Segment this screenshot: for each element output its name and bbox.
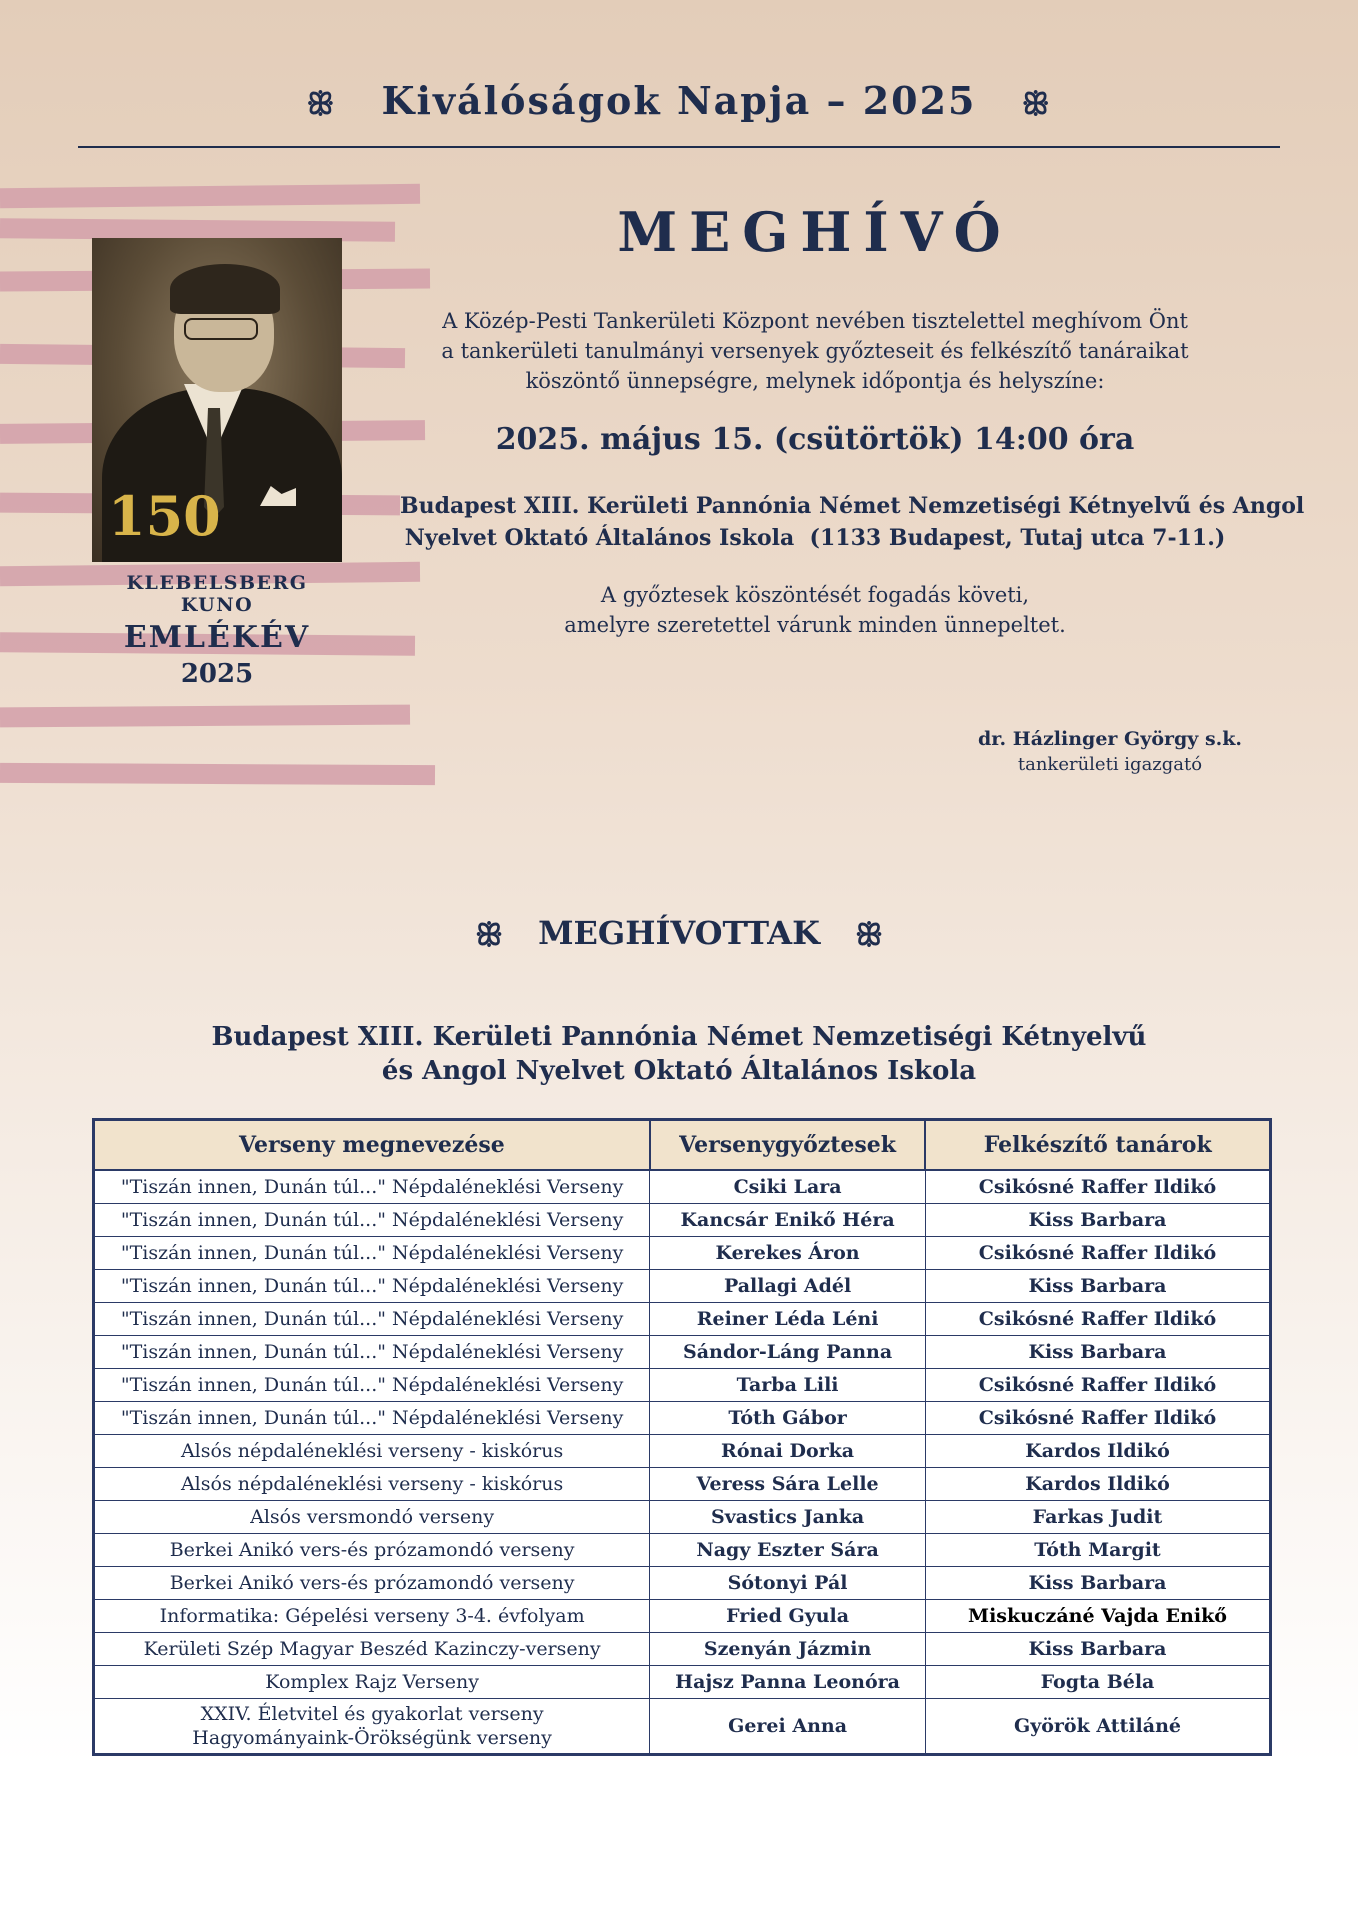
- winner-cell: Csiki Lara: [650, 1170, 926, 1204]
- winner-cell: Sándor-Láng Panna: [650, 1336, 926, 1369]
- header-competition: Verseny megnevezése: [94, 1120, 650, 1171]
- header-teachers: Felkészítő tanárok: [925, 1120, 1270, 1171]
- table-row: [94, 1336, 1271, 1369]
- teacher-cell: Csikósné Raffer Ildikó: [925, 1170, 1270, 1204]
- competition-cell: Kerületi Szép Magyar Beszéd Kazinczy-verseny: [94, 1633, 650, 1666]
- competition-cell: XXIV. Életvitel és gyakorlat verseny Hagyományaink-Örökségünk verseny: [94, 1699, 650, 1755]
- flourish-right-icon: ꕥ: [1021, 87, 1052, 122]
- signature-block: [960, 728, 1260, 775]
- competition-cell: "Tiszán innen, Dunán túl..." Népdaléneklési Verseny: [94, 1204, 650, 1237]
- competition-cell: "Tiszán innen, Dunán túl..." Népdaléneklési Verseny: [94, 1170, 650, 1204]
- table-row: [94, 1204, 1271, 1237]
- winner-cell: Nagy Eszter Sára: [650, 1534, 926, 1567]
- reception-note: [400, 580, 1230, 640]
- competition-cell: Alsós versmondó verseny: [94, 1501, 650, 1534]
- signer-name: dr. Házlinger György s.k.: [977, 728, 1243, 750]
- table-row: [94, 1534, 1271, 1567]
- reception-line: A győztesek köszöntését fogadás követi,: [600, 583, 1030, 607]
- teacher-cell: Csikósné Raffer Ildikó: [925, 1402, 1270, 1435]
- invitation-intro: [400, 306, 1230, 396]
- school-name: [0, 1020, 1358, 1088]
- competition-cell: Alsós népdaléneklési verseny - kiskórus: [94, 1435, 650, 1468]
- teacher-cell: Farkas Judit: [925, 1501, 1270, 1534]
- winner-cell: Hajsz Panna Leonóra: [650, 1666, 926, 1699]
- teacher-cell: Kiss Barbara: [925, 1633, 1270, 1666]
- venue-line: Nyelvet Oktató Általános Iskola (1133 Budapest, Tutaj utca 7-11.): [404, 525, 1226, 551]
- school-line: és Angol Nyelvet Oktató Általános Iskola: [381, 1056, 977, 1086]
- table-row: [94, 1699, 1271, 1755]
- competition-cell: "Tiszán innen, Dunán túl..." Népdaléneklési Verseny: [94, 1369, 650, 1402]
- winner-cell: Pallagi Adél: [650, 1270, 926, 1303]
- reception-line: amelyre szeretettel várunk minden ünnepeltet.: [564, 613, 1066, 637]
- teacher-cell: Miskuczáné Vajda Enikő: [925, 1600, 1270, 1633]
- table-row: [94, 1600, 1271, 1633]
- anniversary-number: 150: [108, 484, 221, 548]
- competition-cell: Alsós népdaléneklési verseny - kiskórus: [94, 1468, 650, 1501]
- teacher-cell: Fogta Béla: [925, 1666, 1270, 1699]
- competition-cell: "Tiszán innen, Dunán túl..." Népdaléneklési Verseny: [94, 1402, 650, 1435]
- teacher-cell: Tóth Margit: [925, 1534, 1270, 1567]
- winner-cell: Rónai Dorka: [650, 1435, 926, 1468]
- event-title: [0, 78, 1358, 123]
- teacher-cell: Kiss Barbara: [925, 1204, 1270, 1237]
- table-row: [94, 1567, 1271, 1600]
- table-row: [94, 1666, 1271, 1699]
- memorial-label: EMLÉKÉV: [123, 620, 311, 655]
- flourish-left-icon: ꕥ: [475, 918, 503, 953]
- winner-cell: Tóth Gábor: [650, 1402, 926, 1435]
- table-row: [94, 1468, 1271, 1501]
- intro-line: köszöntő ünnepségre, melynek időpontja és helyszíne:: [525, 369, 1105, 393]
- teacher-cell: Kiss Barbara: [925, 1336, 1270, 1369]
- intro-line: A Közép-Pesti Tankerületi Központ nevében tisztelettel meghívom Önt: [442, 309, 1188, 333]
- teacher-cell: Kardos Ildikó: [925, 1468, 1270, 1501]
- winner-cell: Reiner Léda Léni: [650, 1303, 926, 1336]
- winners-table: [92, 1118, 1272, 1756]
- competition-cell: Informatika: Gépelési verseny 3-4. évfolyam: [94, 1600, 650, 1633]
- table-row: [94, 1501, 1271, 1534]
- signer-title: tankerületi igazgató: [1017, 754, 1203, 775]
- event-venue: [400, 490, 1305, 554]
- header-divider: [78, 146, 1280, 148]
- memorial-year-label: [92, 572, 342, 689]
- event-title-text: Kiválóságok Napja – 2025: [381, 78, 977, 123]
- table-row: [94, 1402, 1271, 1435]
- portrait-image: [92, 238, 342, 562]
- table-row: [94, 1303, 1271, 1336]
- school-line: Budapest XIII. Kerületi Pannónia Német Nemzetiségi Kétnyelvű: [211, 1022, 1147, 1052]
- intro-line: a tankerületi tanulmányi versenyek győzteseit és felkészítő tanáraikat: [441, 339, 1189, 363]
- flourish-left-icon: ꕥ: [306, 87, 337, 122]
- table-row: [94, 1270, 1271, 1303]
- winner-cell: Veress Sára Lelle: [650, 1468, 926, 1501]
- competition-cell: "Tiszán innen, Dunán túl..." Népdaléneklési Verseny: [94, 1270, 650, 1303]
- memorial-name: KLEBELSBERG KUNO: [126, 572, 308, 616]
- competition-cell: "Tiszán innen, Dunán túl..." Népdaléneklési Verseny: [94, 1303, 650, 1336]
- table-row: [94, 1170, 1271, 1204]
- winner-cell: Sótonyi Pál: [650, 1567, 926, 1600]
- competition-cell: "Tiszán innen, Dunán túl..." Népdaléneklési Verseny: [94, 1336, 650, 1369]
- table-header-row: [94, 1120, 1271, 1171]
- winner-cell: Svastics Janka: [650, 1501, 926, 1534]
- competition-cell: Berkei Anikó vers-és prózamondó verseny: [94, 1534, 650, 1567]
- competition-cell: Komplex Rajz Verseny: [94, 1666, 650, 1699]
- venue-line: Budapest XIII. Kerületi Pannónia Német Nemzetiségi Kétnyelvű és Angol: [400, 493, 1305, 519]
- winner-cell: Gerei Anna: [650, 1699, 926, 1755]
- teacher-cell: Kiss Barbara: [925, 1270, 1270, 1303]
- event-datetime: 2025. május 15. (csütörtök) 14:00 óra: [495, 422, 1135, 457]
- table-row: [94, 1237, 1271, 1270]
- teacher-cell: Csikósné Raffer Ildikó: [925, 1303, 1270, 1336]
- invited-heading: [0, 914, 1358, 953]
- teacher-cell: Kardos Ildikó: [925, 1435, 1270, 1468]
- invited-heading-text: MEGHÍVOTTAK: [538, 914, 820, 952]
- memorial-year: 2025: [180, 659, 254, 689]
- teacher-cell: Györök Attiláné: [925, 1699, 1270, 1755]
- competition-cell: "Tiszán innen, Dunán túl..." Népdaléneklési Verseny: [94, 1237, 650, 1270]
- flourish-right-icon: ꕥ: [855, 918, 883, 953]
- winner-cell: Kancsár Enikő Héra: [650, 1204, 926, 1237]
- invitation-heading: MEGHÍVÓ: [617, 200, 1013, 264]
- table-row: [94, 1369, 1271, 1402]
- teacher-cell: Kiss Barbara: [925, 1567, 1270, 1600]
- winner-cell: Tarba Lili: [650, 1369, 926, 1402]
- teacher-cell: Csikósné Raffer Ildikó: [925, 1369, 1270, 1402]
- winner-cell: Fried Gyula: [650, 1600, 926, 1633]
- competition-cell: Berkei Anikó vers-és prózamondó verseny: [94, 1567, 650, 1600]
- header-winners: Versenygyőztesek: [650, 1120, 926, 1171]
- winner-cell: Szenyán Jázmin: [650, 1633, 926, 1666]
- teacher-cell: Csikósné Raffer Ildikó: [925, 1237, 1270, 1270]
- winner-cell: Kerekes Áron: [650, 1237, 926, 1270]
- table-row: [94, 1633, 1271, 1666]
- table-row: [94, 1435, 1271, 1468]
